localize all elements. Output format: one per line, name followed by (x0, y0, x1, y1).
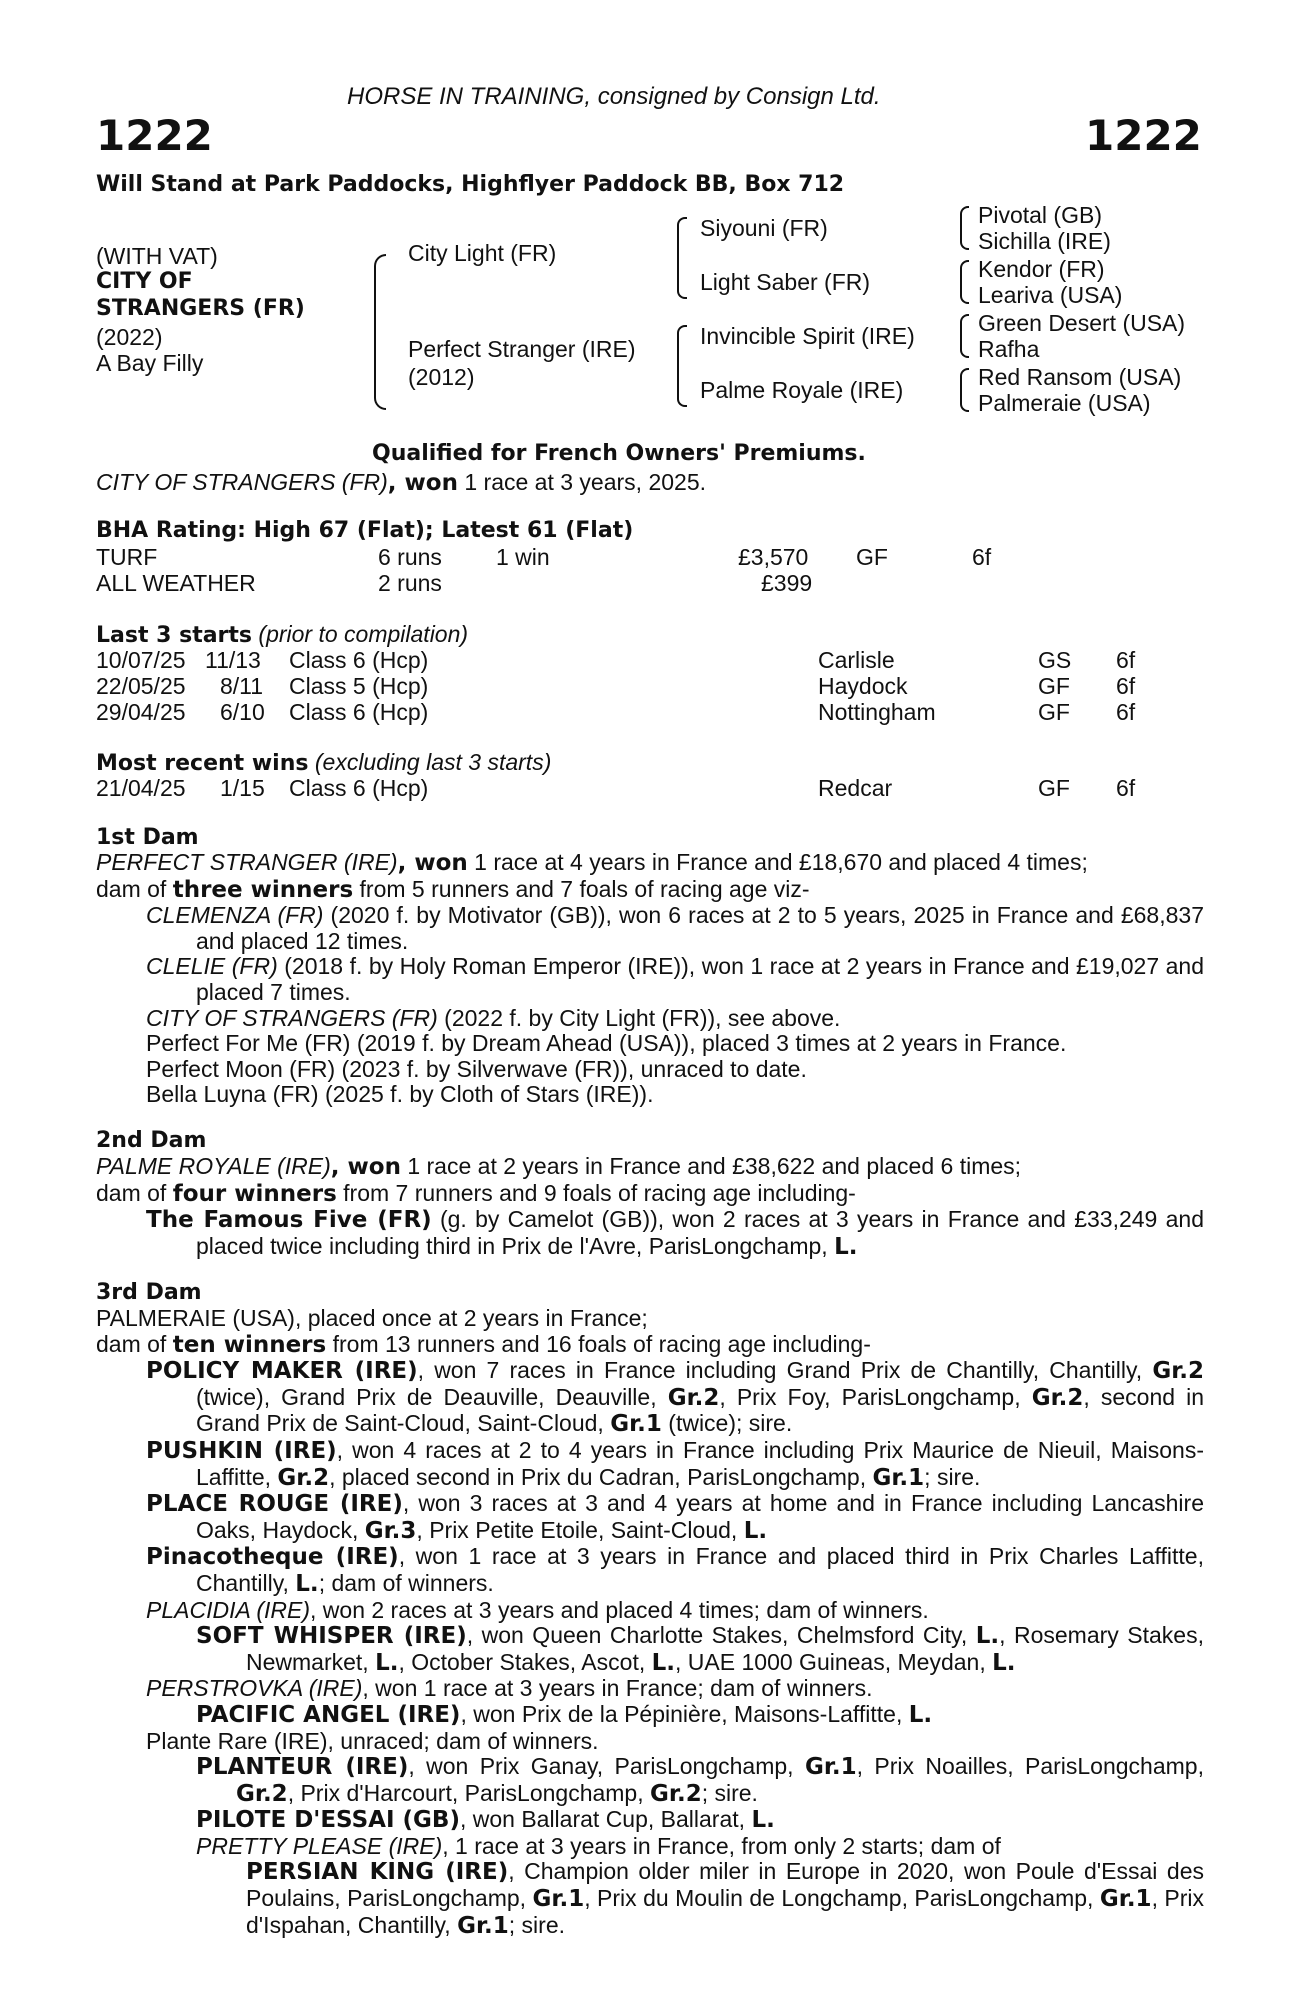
start-date: 10/07/25 (96, 647, 186, 673)
third-dam-line: PALMERAIE (USA), placed once at 2 years in France; (96, 1305, 648, 1331)
consignment-subtitle: HORSE IN TRAINING, consigned by Consign Ltd. (347, 83, 881, 110)
progeny-entry: CLEMENZA (FR) (2020 f. by Motivator (GB)), won 6 races at 2 to 5 years, 2025 in France and £68,837 and placed 12 times. (146, 902, 1204, 954)
rating-prize: £3,570 (738, 544, 809, 570)
progeny-entry: CLELIE (FR) (2018 f. by Holy Roman Emperor (IRE)), won 1 race at 2 years in France and £19,027 and placed 7 times. (146, 953, 1204, 1005)
first-dam-line: PERFECT STRANGER (IRE), won 1 race at 4 years in France and £18,670 and placed 4 times; (96, 849, 1088, 876)
pedigree-ss-sire: Pivotal (GB) (978, 202, 1102, 228)
pedigree-brace-dd (960, 368, 969, 412)
start-going: GF (1038, 699, 1070, 725)
first-dam-heading: 1st Dam (96, 825, 199, 850)
progeny-entry: Bella Luyna (FR) (2025 f. by Cloth of Stars (IRE)). (146, 1081, 654, 1108)
lot-number-left: 1222 (96, 111, 213, 160)
start-date: 22/05/25 (96, 673, 186, 699)
progeny-entry: Perfect Moon (FR) (2023 f. by Silverwave (FR)), unraced to date. (146, 1055, 807, 1082)
pedigree-brace-ss (960, 206, 969, 250)
summary-won: won (404, 470, 458, 496)
rating-prize: £399 (761, 570, 813, 596)
start-position: 11/13 (205, 647, 261, 673)
horse-year: (2022) (96, 324, 163, 350)
start-going: GS (1038, 647, 1072, 673)
horse-name-line2: STRANGERS (FR) (96, 296, 305, 321)
progeny-entry: CITY OF STRANGERS (FR) (2022 f. by City Light (FR)), see above. (146, 1004, 841, 1031)
progeny-entry: PERSIAN KING (IRE), Champion older miler in Europe in 2020, won Poule d'Essai des Poulains, ParisLongchamp, Gr.1, Prix du Moulin de Longchamp, ParisLongchamp, Gr.1, Prix d'Ispahan, Chantilly, Gr.1; sire. (246, 1858, 1205, 1939)
start-class: Class 5 (Hcp) (289, 673, 429, 699)
progeny-entry: Plante Rare (IRE), unraced; dam of winners. (146, 1727, 599, 1754)
pedigree-brace-sd (960, 260, 969, 304)
pedigree-sire: City Light (FR) (408, 240, 557, 266)
pedigree-ds-dam: Rafha (978, 336, 1040, 362)
pedigree-dam: Perfect Stranger (IRE) (408, 336, 636, 362)
start-distance: 6f (1116, 647, 1136, 673)
pedigree-dam-dam: Palme Royale (IRE) (700, 377, 904, 403)
bha-rating-heading: BHA Rating: High 67 (Flat); Latest 61 (Flat) (96, 518, 634, 543)
pedigree-brace-main (374, 254, 386, 410)
horse-description: A Bay Filly (96, 350, 204, 376)
progeny-entry: Perfect For Me (FR) (2019 f. by Dream Ahead (USA)), placed 3 times at 2 years in France. (146, 1030, 1067, 1057)
start-course: Carlisle (818, 647, 895, 673)
rating-surface: ALL WEATHER (96, 570, 256, 596)
start-course: Nottingham (818, 699, 936, 725)
start-distance: 6f (1116, 699, 1136, 725)
win-position: 1/15 (220, 775, 265, 801)
start-class: Class 6 (Hcp) (289, 699, 429, 725)
lot-number-right: 1222 (1085, 111, 1202, 160)
progeny-entry: PRETTY PLEASE (IRE), 1 race at 3 years in France, from only 2 starts; dam of (196, 1832, 1001, 1859)
pedigree-ss-dam: Sichilla (IRE) (978, 228, 1111, 254)
start-class: Class 6 (Hcp) (289, 647, 429, 673)
recent-wins-heading: Most recent wins (excluding last 3 starts) (96, 749, 552, 776)
win-class: Class 6 (Hcp) (289, 775, 429, 801)
progeny-entry: PLACIDIA (IRE), won 2 races at 3 years and placed 4 times; dam of winners. (146, 1596, 929, 1623)
summary-horse-name: CITY OF STRANGERS (FR) (96, 469, 388, 495)
pedigree-dam-year: (2012) (408, 364, 475, 390)
rating-runs: 6 runs (378, 544, 442, 570)
pedigree-sd-dam: Leariva (USA) (978, 282, 1123, 308)
progeny-entry: PLANTEUR (IRE), won Prix Ganay, ParisLongchamp, Gr.1, Prix Noailles, ParisLongchamp, Gr.2, Prix d'Harcourt, ParisLongchamp, Gr.2; sire. (196, 1753, 1204, 1807)
start-date: 29/04/25 (96, 699, 186, 725)
rating-distance: 6f (972, 544, 992, 570)
progeny-entry: The Famous Five (FR) (g. by Camelot (GB)), won 2 races at 3 years in France and £33,249 and placed twice including third in Prix de l'Avre, ParisLongchamp, L. (146, 1206, 1204, 1260)
first-dam-progeny-line: dam of three winners from 5 runners and 7 foals of racing age viz- (96, 875, 810, 903)
rating-going: GF (856, 544, 888, 570)
pedigree-sire-dam: Light Saber (FR) (700, 269, 871, 295)
progeny-entry: PUSHKIN (IRE), won 4 races at 2 to 4 years in France including Prix Maurice de Nieuil, Maisons-Laffitte, Gr.2, placed second in Prix du Cadran, ParisLongchamp, Gr.1; sire. (146, 1436, 1204, 1491)
rating-wins: 1 win (496, 544, 550, 570)
start-position: 6/10 (220, 699, 265, 725)
progeny-entry: Pinacotheque (IRE), won 1 race at 3 years in France and placed third in Prix Charles Laffitte, Chantilly, L.; dam of winners. (146, 1543, 1204, 1597)
win-going: GF (1038, 775, 1070, 801)
progeny-entry: POLICY MAKER (IRE), won 7 races in France including Grand Prix de Chantilly, Chantilly, Gr.2 (twice), Grand Prix de Deauville, Deauville, Gr.2, Prix Foy, ParisLongchamp, Gr.2, second in Grand Prix de Saint-Cloud, Saint-Cloud, Gr.1 (twice); sire. (146, 1357, 1205, 1438)
vat-note: (WITH VAT) (96, 243, 218, 269)
pedigree-brace-dam (677, 325, 687, 407)
rating-runs: 2 runs (378, 570, 442, 596)
progeny-entry: PERSTROVKA (IRE), won 1 race at 3 years in France; dam of winners. (146, 1675, 873, 1702)
rating-surface: TURF (96, 544, 158, 570)
stand-location: Will Stand at Park Paddocks, Highflyer Paddock BB, Box 712 (96, 172, 845, 197)
second-dam-heading: 2nd Dam (96, 1128, 207, 1153)
pedigree-dd-sire: Red Ransom (USA) (978, 364, 1182, 390)
start-position: 8/11 (220, 673, 264, 699)
pedigree-sd-sire: Kendor (FR) (978, 256, 1105, 282)
progeny-entry: PACIFIC ANGEL (IRE), won Prix de la Pépinière, Maisons-Laffitte, L. (196, 1700, 933, 1728)
progeny-entry: SOFT WHISPER (IRE), won Queen Charlotte Stakes, Chelmsford City, L., Rosemary Stakes, Newmarket, L., October Stakes, Ascot, L., UAE 1000 Guineas, Meydan, L. (196, 1622, 1204, 1676)
pedigree-sire-sire: Siyouni (FR) (700, 215, 828, 241)
pedigree-dd-dam: Palmeraie (USA) (978, 390, 1151, 416)
third-dam-progeny-line: dam of ten winners from 13 runners and 16 foals of racing age including- (96, 1330, 871, 1358)
pedigree-dam-sire: Invincible Spirit (IRE) (700, 323, 915, 349)
second-dam-progeny-line: dam of four winners from 7 runners and 9 foals of racing age including- (96, 1179, 856, 1207)
win-date: 21/04/25 (96, 775, 186, 801)
progeny-entry: PLACE ROUGE (IRE), won 3 races at 3 and 4 years at home and in France including Lancashire Oaks, Haydock, Gr.3, Prix Petite Etoile, Saint-Cloud, L. (146, 1490, 1204, 1544)
pedigree-brace-ds (960, 314, 969, 358)
second-dam-section (96, 1154, 1204, 1260)
premiums-note: Qualified for French Owners' Premiums. (372, 441, 866, 466)
horse-name-line1: CITY OF (96, 269, 193, 294)
start-distance: 6f (1116, 673, 1136, 699)
summary-rest: 1 race at 3 years, 2025. (457, 469, 707, 495)
progeny-entry: PILOTE D'ESSAI (GB), won Ballarat Cup, Ballarat, L. (196, 1806, 775, 1834)
third-dam-section (96, 1306, 1204, 1939)
third-dam-heading: 3rd Dam (96, 1280, 202, 1305)
second-dam-line: PALME ROYALE (IRE), won 1 race at 2 years in France and £38,622 and placed 6 times; (96, 1153, 1022, 1180)
race-summary: CITY OF STRANGERS (FR), won 1 race at 3 years, 2025. (96, 469, 707, 496)
win-distance: 6f (1116, 775, 1136, 801)
win-course: Redcar (818, 775, 893, 801)
last-starts-heading: Last 3 starts (prior to compilation) (96, 621, 469, 648)
start-going: GF (1038, 673, 1070, 699)
start-course: Haydock (818, 673, 908, 699)
pedigree-brace-sire (677, 217, 687, 299)
pedigree-ds-sire: Green Desert (USA) (978, 310, 1186, 336)
first-dam-section (96, 850, 1204, 1108)
